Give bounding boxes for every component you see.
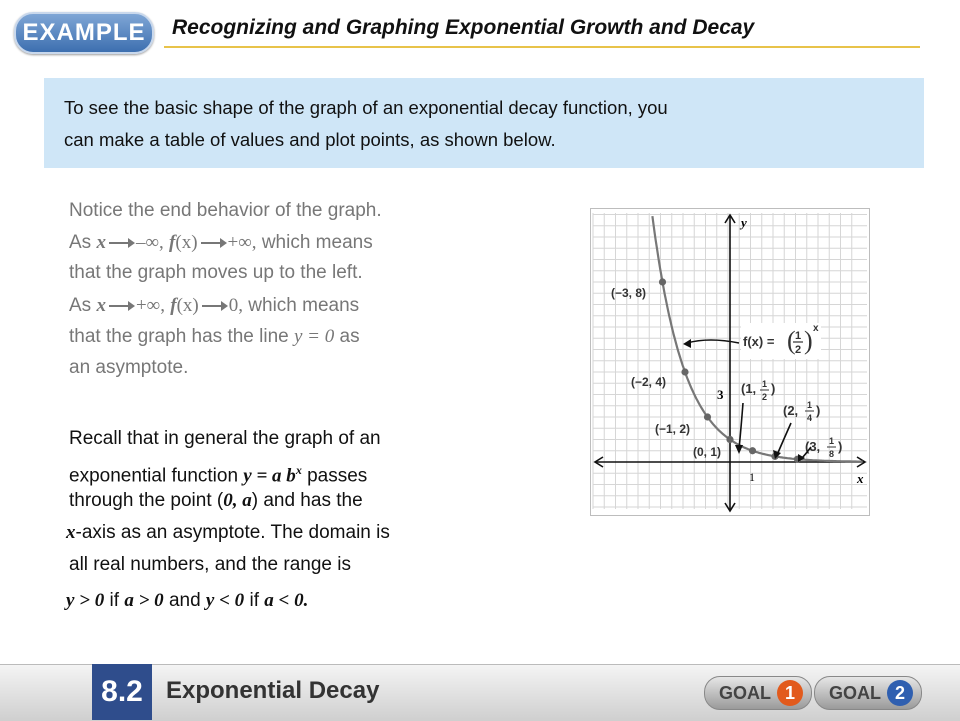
goal-number: 2 [887, 680, 913, 706]
section-number: 8.2 [92, 664, 152, 720]
data-point [659, 278, 666, 285]
point-label-post: ) [838, 439, 843, 454]
note-asymptote-line [69, 322, 360, 352]
note-text: which means [248, 295, 360, 316]
fraction-num: 1 [762, 379, 768, 389]
note-moves-up: that the graph moves up to the left. [69, 262, 363, 283]
data-point [704, 413, 711, 420]
paren-right-icon: ) [804, 326, 813, 355]
note-text: As [69, 232, 92, 253]
function-label: f(x) = [743, 334, 775, 349]
math-x: x [96, 232, 106, 253]
goal-label: GOAL [719, 682, 771, 703]
math-fx: (x) [175, 232, 198, 253]
arrow-icon [202, 305, 226, 307]
point-label: (−3, 8) [611, 286, 647, 300]
note-an-asymptote: an asymptote. [69, 357, 189, 378]
math-point: 0, a [223, 490, 252, 511]
fraction-den: 4 [807, 413, 813, 423]
point-label: (0, 1) [693, 445, 722, 459]
y-tick-label: 3 [717, 387, 724, 402]
math-pos-infinity: +∞, [227, 232, 257, 253]
point-label: (−1, 2) [655, 422, 691, 436]
math-a-gt-0: a > 0 [124, 590, 164, 611]
slide-title: Recognizing and Graphing Exponential Growth and Decay [172, 16, 755, 39]
note-text: as [339, 326, 360, 347]
math-x: x [96, 295, 106, 316]
recall-line-5: all real numbers, and the range is [69, 554, 351, 575]
arrow-icon [201, 242, 225, 244]
math-neg-infinity: –∞, [135, 232, 164, 253]
paren-left-icon: ( [787, 326, 796, 355]
intro-line-1: To see the basic shape of the graph of an exponential decay function, you [64, 97, 668, 118]
note-text: that the graph has the line [69, 326, 289, 347]
goal-2-button[interactable] [814, 676, 922, 710]
recall-line-6 [66, 586, 308, 616]
x-axis-label: x [857, 471, 864, 486]
goal-number: 1 [777, 680, 803, 706]
fraction-num: 1 [807, 400, 813, 410]
data-point [749, 447, 756, 454]
arrow-icon [109, 305, 133, 307]
recall-text: exponential function [69, 465, 239, 487]
function-base-num: 1 [795, 330, 802, 342]
point-label-post: ) [771, 381, 776, 396]
math-a-lt-0: a < 0. [264, 590, 309, 611]
arrow-icon [109, 242, 133, 244]
recall-line-1: Recall that in general the graph of an [69, 428, 381, 449]
example-badge: EXAMPLE [14, 12, 154, 54]
arrowhead-icon [735, 445, 743, 454]
intro-line-2: can make a table of values and plot points, as shown below. [64, 129, 556, 150]
recall-line-3 [69, 486, 363, 516]
math-exponent: x [295, 463, 302, 477]
recall-text: and [168, 590, 201, 611]
math-f: f [170, 295, 177, 316]
point-label-pre: (3, [805, 439, 821, 454]
recall-text: if [249, 590, 259, 611]
recall-text: through the point ( [69, 490, 224, 511]
math-pos-infinity: +∞, [135, 295, 165, 316]
x-tick-label: 1 [749, 470, 755, 484]
recall-text: passes [307, 465, 368, 487]
point-label-quarter [783, 400, 820, 423]
function-leader-arrow [687, 340, 739, 343]
section-title: Exponential Decay [166, 677, 380, 704]
goal-label: GOAL [829, 682, 881, 703]
note-text: As [69, 295, 92, 316]
arrowhead-icon [683, 339, 691, 348]
math-fx: (x) [176, 295, 199, 316]
title-underline [164, 46, 920, 48]
note-text: which means [261, 232, 373, 253]
goal-1-button[interactable] [704, 676, 812, 710]
fraction-den: 8 [829, 449, 835, 459]
point-label-pre: (1, [741, 381, 757, 396]
math-exp-function: y = a b [243, 465, 296, 487]
math-y-lt-0: y < 0 [205, 590, 245, 611]
fraction-den: 2 [762, 392, 768, 402]
y-axis-label: y [741, 215, 747, 230]
function-base-den: 2 [795, 344, 802, 356]
graph-canvas [591, 209, 869, 515]
point-label: (−2, 4) [631, 375, 667, 389]
math-y-gt-0: y > 0 [66, 590, 105, 611]
intro-text [64, 92, 884, 156]
recall-text: ) and has the [251, 490, 363, 511]
function-exponent: x [813, 323, 819, 334]
note-left-behavior [69, 228, 373, 258]
recall-line-4 [66, 518, 390, 548]
note-right-behavior [69, 291, 359, 321]
recall-text: if [109, 590, 120, 611]
math-x: x [66, 522, 76, 543]
exponential-decay-graph [590, 208, 870, 516]
point-label-post: ) [816, 403, 821, 418]
fraction-num: 1 [829, 436, 835, 446]
point-label-pre: (2, [783, 403, 799, 418]
data-point [681, 368, 688, 375]
point-label-half [741, 379, 775, 402]
recall-text: -axis as an asymptote. The domain is [75, 522, 390, 543]
math-f: f [169, 232, 176, 253]
math-y-equals-0: y = 0 [294, 326, 335, 347]
math-zero: 0, [228, 295, 243, 316]
data-point [726, 436, 733, 443]
note-end-behavior: Notice the end behavior of the graph. [69, 200, 382, 221]
